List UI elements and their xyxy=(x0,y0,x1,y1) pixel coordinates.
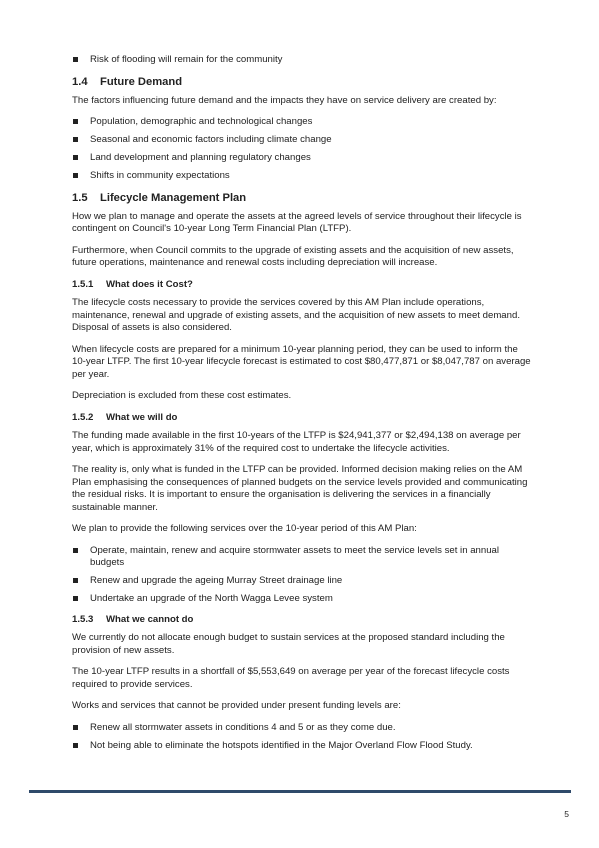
list-item-text: Population, demographic and technological changes xyxy=(90,116,313,127)
list-item xyxy=(72,134,532,147)
section-heading-1-4 xyxy=(72,75,532,89)
paragraph: When lifecycle costs are prepared for a minimum 10-year planning period, they can be used to inform the 10-year LTFP. The first 10-year lifecycle forecast is estimated to cost $80,477,871 or $8,047,787 on average per year. xyxy=(72,343,531,380)
section-number: 1.5.1 xyxy=(72,278,94,290)
cannot-do-list xyxy=(72,722,532,753)
square-bullet-icon xyxy=(73,119,78,124)
list-item-text: Operate, maintain, renew and acquire stormwater assets to meet the service levels set in annual budgets xyxy=(90,544,500,568)
services-list xyxy=(72,545,532,606)
paragraph: Furthermore, when Council commits to the upgrade of existing assets and the acquisition of new assets, future operations, maintenance and renewal costs including depreciation will increase. xyxy=(72,244,514,268)
section-heading-1-5-1 xyxy=(72,279,532,292)
list-item xyxy=(72,575,532,588)
section-number: 1.5.3 xyxy=(72,613,94,625)
list-item xyxy=(72,116,532,129)
list-item-text: Land development and planning regulatory changes xyxy=(90,152,311,163)
top-bullet-list xyxy=(72,54,532,67)
section-number: 1.5.2 xyxy=(72,411,94,423)
list-item-text: Shifts in community expectations xyxy=(90,170,230,181)
paragraph: How we plan to manage and operate the assets at the agreed levels of service throughout their lifecycle is contingent on Council's 10-year Long Term Financial Plan (LTFP). xyxy=(72,210,522,234)
paragraph: We plan to provide the following services over the 10-year period of this AM Plan: xyxy=(72,523,417,534)
document-body xyxy=(72,54,532,760)
square-bullet-icon xyxy=(73,578,78,583)
paragraph: The 10-year LTFP results in a shortfall of $5,553,649 on average per year of the forecast lifecycle costs required to provide services. xyxy=(72,666,510,690)
square-bullet-icon xyxy=(73,155,78,160)
section-number: 1.4 xyxy=(72,75,88,88)
section-heading-1-5-2 xyxy=(72,412,532,425)
square-bullet-icon xyxy=(73,725,78,730)
section-title: Lifecycle Management Plan xyxy=(100,191,247,204)
list-item xyxy=(72,722,532,735)
list-item-text: Not being able to eliminate the hotspots identified in the Major Overland Flow Flood Study. xyxy=(90,739,473,751)
list-item xyxy=(72,54,532,67)
section-title: What does it Cost? xyxy=(106,278,193,290)
paragraph: We currently do not allocate enough budget to sustain services at the proposed standard including the provision of new assets. xyxy=(72,632,505,656)
page-number: 5 xyxy=(564,809,569,819)
square-bullet-icon xyxy=(73,743,78,748)
paragraph: The factors influencing future demand and the impacts they have on service delivery are created by: xyxy=(72,94,497,106)
footer-rule xyxy=(29,790,571,793)
list-item-text: Seasonal and economic factors including climate change xyxy=(90,134,332,145)
section-title: Future Demand xyxy=(100,75,183,88)
list-item xyxy=(72,152,532,165)
list-item xyxy=(72,740,532,753)
section-heading-1-5-3 xyxy=(72,614,532,627)
square-bullet-icon xyxy=(73,596,78,601)
square-bullet-icon xyxy=(73,548,78,553)
list-item-text: Risk of flooding will remain for the community xyxy=(90,54,283,65)
paragraph: The reality is, only what is funded in the LTFP can be provided. Informed decision making relies on the AM Plan emphasising the consequences of planned budgets on the service levels provided and communicating the residual risks. It is important to ensure the organisation is delivering the services in a financially sustainable manner. xyxy=(72,464,528,513)
paragraph: Depreciation is excluded from these cost estimates. xyxy=(72,390,292,401)
square-bullet-icon xyxy=(73,57,78,62)
list-item-text: Renew all stormwater assets in conditions 4 and 5 or as they come due. xyxy=(90,721,396,733)
section-title: What we will do xyxy=(106,411,178,423)
paragraph: Works and services that cannot be provided under present funding levels are: xyxy=(72,700,401,711)
list-item xyxy=(72,593,532,606)
list-item-text: Undertake an upgrade of the North Wagga Levee system xyxy=(90,593,333,604)
paragraph: The lifecycle costs necessary to provide the services covered by this AM Plan include operations, maintenance, renewal and upgrade of existing assets, and the acquisition of new assets to meet demand. Disposal of assets is also considered. xyxy=(72,297,520,333)
list-item-text: Renew and upgrade the ageing Murray Street drainage line xyxy=(90,575,343,586)
section-number: 1.5 xyxy=(72,191,88,204)
future-demand-list xyxy=(72,116,532,183)
list-item xyxy=(72,545,532,570)
section-title: What we cannot do xyxy=(106,613,194,625)
section-heading-1-5 xyxy=(72,191,532,205)
paragraph: The funding made available in the first 10-years of the LTFP is $24,941,377 or $2,494,138 on average per year, which is approximately 31% of the required cost to undertake the lifecycle activities. xyxy=(72,430,521,454)
square-bullet-icon xyxy=(73,173,78,178)
list-item xyxy=(72,170,532,183)
square-bullet-icon xyxy=(73,137,78,142)
